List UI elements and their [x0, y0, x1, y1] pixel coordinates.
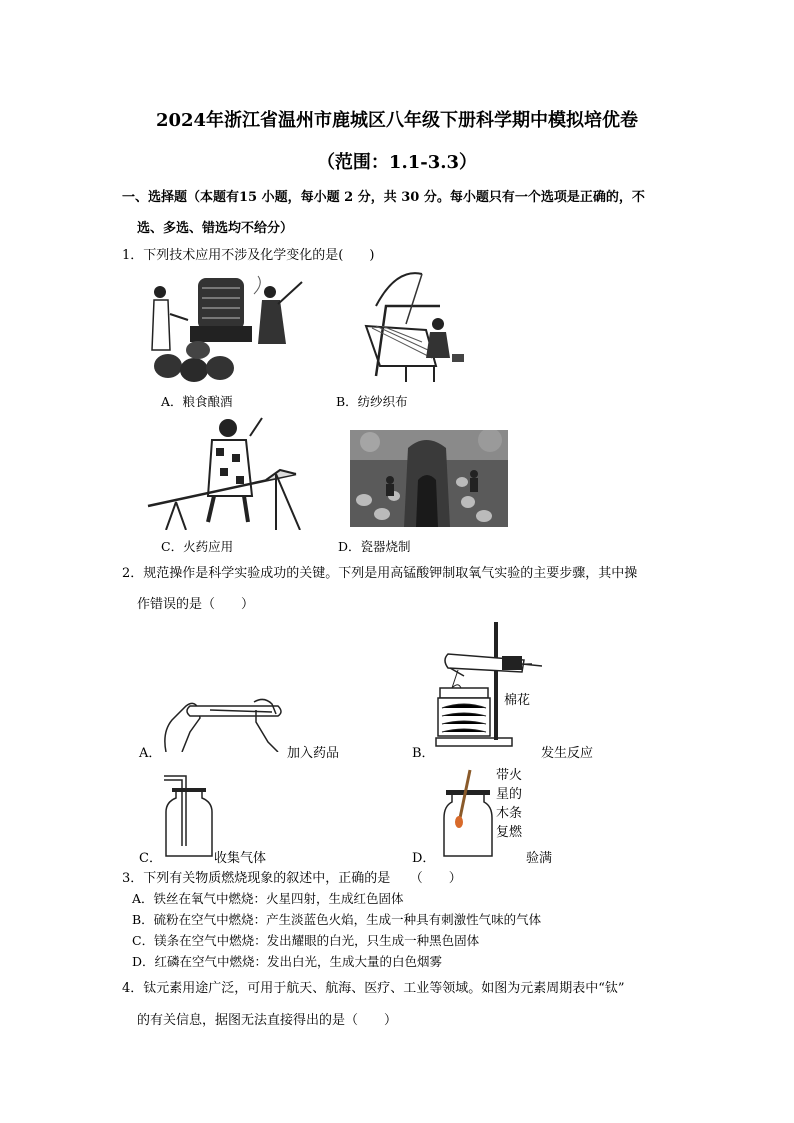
- q3-option-b: B．硫粉在空气中燃烧：产生淡蓝色火焰，生成一种具有刺激性气味的气体: [132, 912, 542, 927]
- q2-option-c-letter: C．: [139, 851, 162, 866]
- q2-stem-line1: 2．规范操作是科学实验成功的关键。下列是用高锰酸钾制取氧气实验的主要步骤，其中操: [122, 566, 638, 581]
- q1-option-a: A．粮食酿酒: [161, 394, 233, 409]
- test-tube-adding-reagent: [160, 692, 288, 752]
- q2-label-cotton: 棉花: [504, 693, 531, 708]
- q2-stem-line2: 作错误的是（ ）: [137, 597, 255, 612]
- q3-option-a: A．铁丝在氧气中燃烧：火星四射，生成红色固体: [132, 891, 404, 906]
- loom-illustration: [356, 266, 468, 384]
- section-heading-line1: 一、选择题（本题有15 小题，每小题 2 分，共 30 分。每小题只有一个选项是正确的，不: [122, 190, 645, 205]
- splint-label-line: 带火: [496, 768, 523, 783]
- page-title: 2024年浙江省温州市鹿城区八年级下册科学期中模拟培优卷: [155, 110, 639, 131]
- glowing-splint-bottle: [436, 766, 496, 858]
- section-heading-line2: 选、多选、错选均不给分）: [137, 221, 294, 236]
- splint-label-line: 星的: [496, 787, 523, 802]
- heating-apparatus: [432, 620, 542, 752]
- q4-stem-line1: 4．钛元素用途广泛，可用于航天、航海、医疗、工业等领域。如图为元素周期表中“钛”: [122, 981, 625, 996]
- q1-option-c: C．火药应用: [161, 539, 234, 554]
- q1-option-b: B．纺纱织布: [336, 394, 408, 409]
- q3-stem: 3．下列有关物质燃烧现象的叙述中，正确的是 （ ）: [122, 871, 462, 886]
- q2-option-d-caption: 验满: [526, 851, 553, 866]
- brewing-illustration: [146, 270, 306, 388]
- q4-stem-line2: 的有关信息，据图无法直接得出的是（ ）: [137, 1013, 398, 1028]
- splint-label-line: 木条: [496, 806, 523, 821]
- page-subtitle: （范围：1.1-3.3）: [316, 152, 478, 173]
- q2-option-a-letter: A．: [139, 746, 162, 761]
- splint-label-line: 复燃: [496, 825, 523, 840]
- q2-label-splint: [496, 766, 522, 842]
- q2-option-c-caption: 收集气体: [214, 851, 267, 866]
- q3-option-c: C．镁条在空气中燃烧：发出耀眼的白光，只生成一种黑色固体: [132, 933, 480, 948]
- q3-option-d: D．红磷在空气中燃烧：发出白光，生成大量的白色烟雾: [132, 954, 443, 969]
- q2-option-b-caption: 发生反应: [541, 746, 594, 761]
- gunpowder-warrior-illustration: [146, 414, 302, 530]
- q2-option-b-letter: B．: [412, 746, 435, 761]
- q2-option-d-letter: D．: [412, 851, 436, 866]
- q2-option-a-caption: 加入药品: [287, 746, 340, 761]
- q1-option-d: D．瓷器烧制: [338, 539, 411, 554]
- porcelain-kiln-photo: [350, 430, 508, 527]
- gas-collection-bottle: [160, 772, 216, 858]
- q1-stem: 1．下列技术应用不涉及化学变化的是( ): [122, 248, 375, 263]
